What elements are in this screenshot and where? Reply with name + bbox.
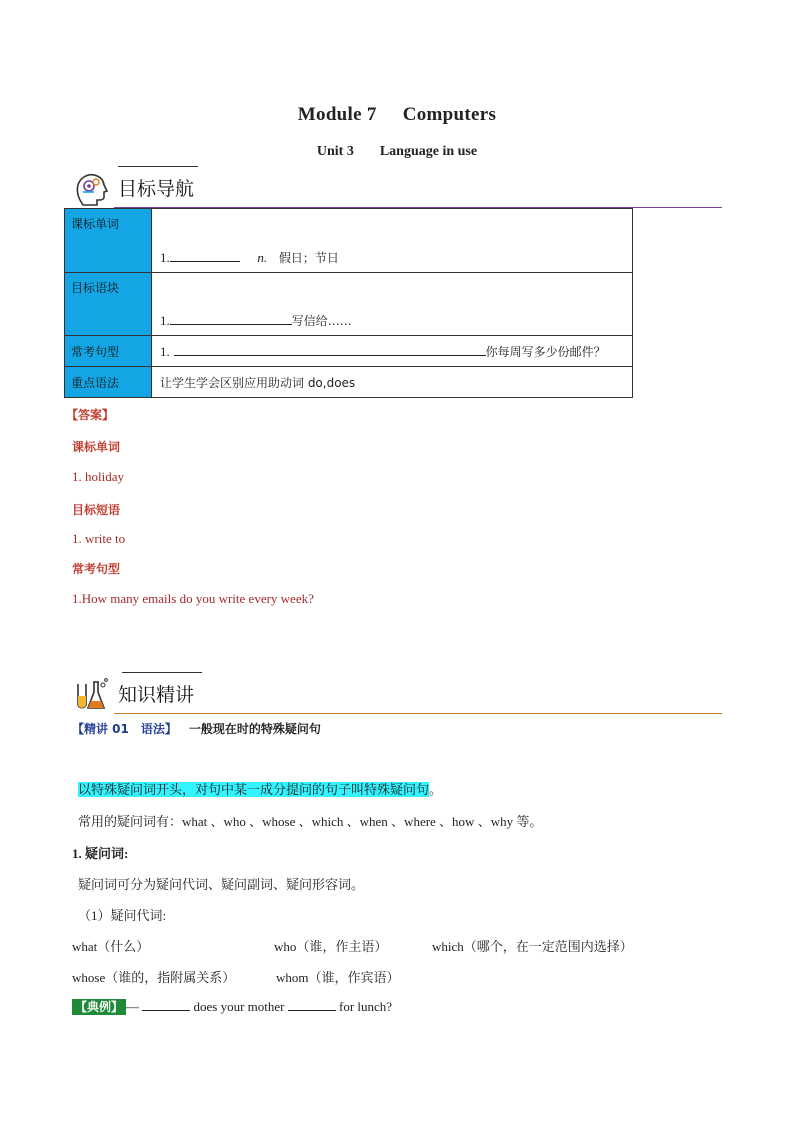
row-label: 课标单词 [65, 209, 152, 273]
subtitle-topic: Language in use [379, 144, 478, 159]
pronoun-which: which（哪个，在一定范围内选择） [432, 939, 633, 954]
blank-line[interactable] [170, 249, 240, 262]
point-heading: 【精讲 01 语法】 一般现在时的特殊疑问句 [72, 722, 321, 736]
row-content: 让学生学会区别应用助动词 do,does [152, 367, 633, 398]
table-row [65, 367, 633, 398]
section-header-goals [72, 166, 722, 208]
section-topline [122, 672, 202, 673]
section-title: 知识精讲 [118, 684, 195, 706]
head-gears-icon [72, 170, 110, 208]
goals-table [64, 208, 633, 398]
row-content: 1. n. 假日；节日 [152, 209, 633, 273]
answer-text: 1.How many emails do you write every week? [72, 591, 314, 606]
pronoun-what: what（什么） [72, 939, 150, 954]
blank-line[interactable] [170, 312, 292, 325]
blank-line[interactable] [142, 998, 190, 1011]
page-title [0, 104, 794, 126]
title-topic: Computers [402, 104, 497, 125]
definition-line: 以特殊疑问词开头，对句中某一成分提问的句子叫特殊疑问句。 [78, 782, 443, 797]
row-label: 常考句型 [65, 336, 152, 367]
pronoun-who: who（谁，作主语） [274, 939, 388, 954]
pronoun-whose: whose（谁的，指附属关系） [72, 970, 236, 985]
subtitle-unit: Unit 3 [316, 144, 354, 159]
answer-text: 1. write to [72, 531, 126, 546]
table-row [65, 273, 633, 336]
section-underline [114, 713, 722, 714]
blank-line[interactable] [288, 998, 336, 1011]
answer-label: 【答案】 [66, 408, 115, 422]
pronoun-whom: whom（谁，作宾语） [276, 970, 400, 985]
title-module: Module 7 [297, 104, 377, 125]
blank-line[interactable] [174, 343, 486, 356]
row-label: 重点语法 [65, 367, 152, 398]
row-content: 1. 写信给…… [152, 273, 633, 336]
common-words-line: 常用的疑问词有：what 、who 、whose 、which 、when 、where 、how 、why 等。 [78, 814, 543, 829]
example-line: 【典例】 — does your mother for lunch? [72, 998, 392, 1015]
answer-text: 1. holiday [72, 469, 124, 484]
example-tag: 【典例】 [72, 999, 126, 1015]
answer-head: 目标短语 [72, 503, 121, 517]
table-row [65, 209, 633, 273]
answer-head: 课标单词 [72, 440, 121, 454]
flask-icon [72, 676, 110, 714]
heading-1: 1. 疑问词: [72, 846, 129, 861]
section-header-knowledge [72, 672, 722, 714]
heading-2: （1）疑问代词: [78, 908, 167, 923]
definition-highlight: 以特殊疑问词开头，对句中某一成分提问的句子叫特殊疑问句 [78, 782, 430, 797]
row-label: 目标语块 [65, 273, 152, 336]
answer-head: 常考句型 [72, 562, 121, 576]
section-topline [118, 166, 198, 167]
page-subtitle [0, 144, 794, 160]
row-content: 1. 你每周写多少份邮件？ [152, 336, 633, 367]
heading-1-desc: 疑问词可分为疑问代词、疑问副词、疑问形容词。 [78, 877, 365, 892]
table-row [65, 336, 633, 367]
section-title: 目标导航 [118, 178, 195, 200]
